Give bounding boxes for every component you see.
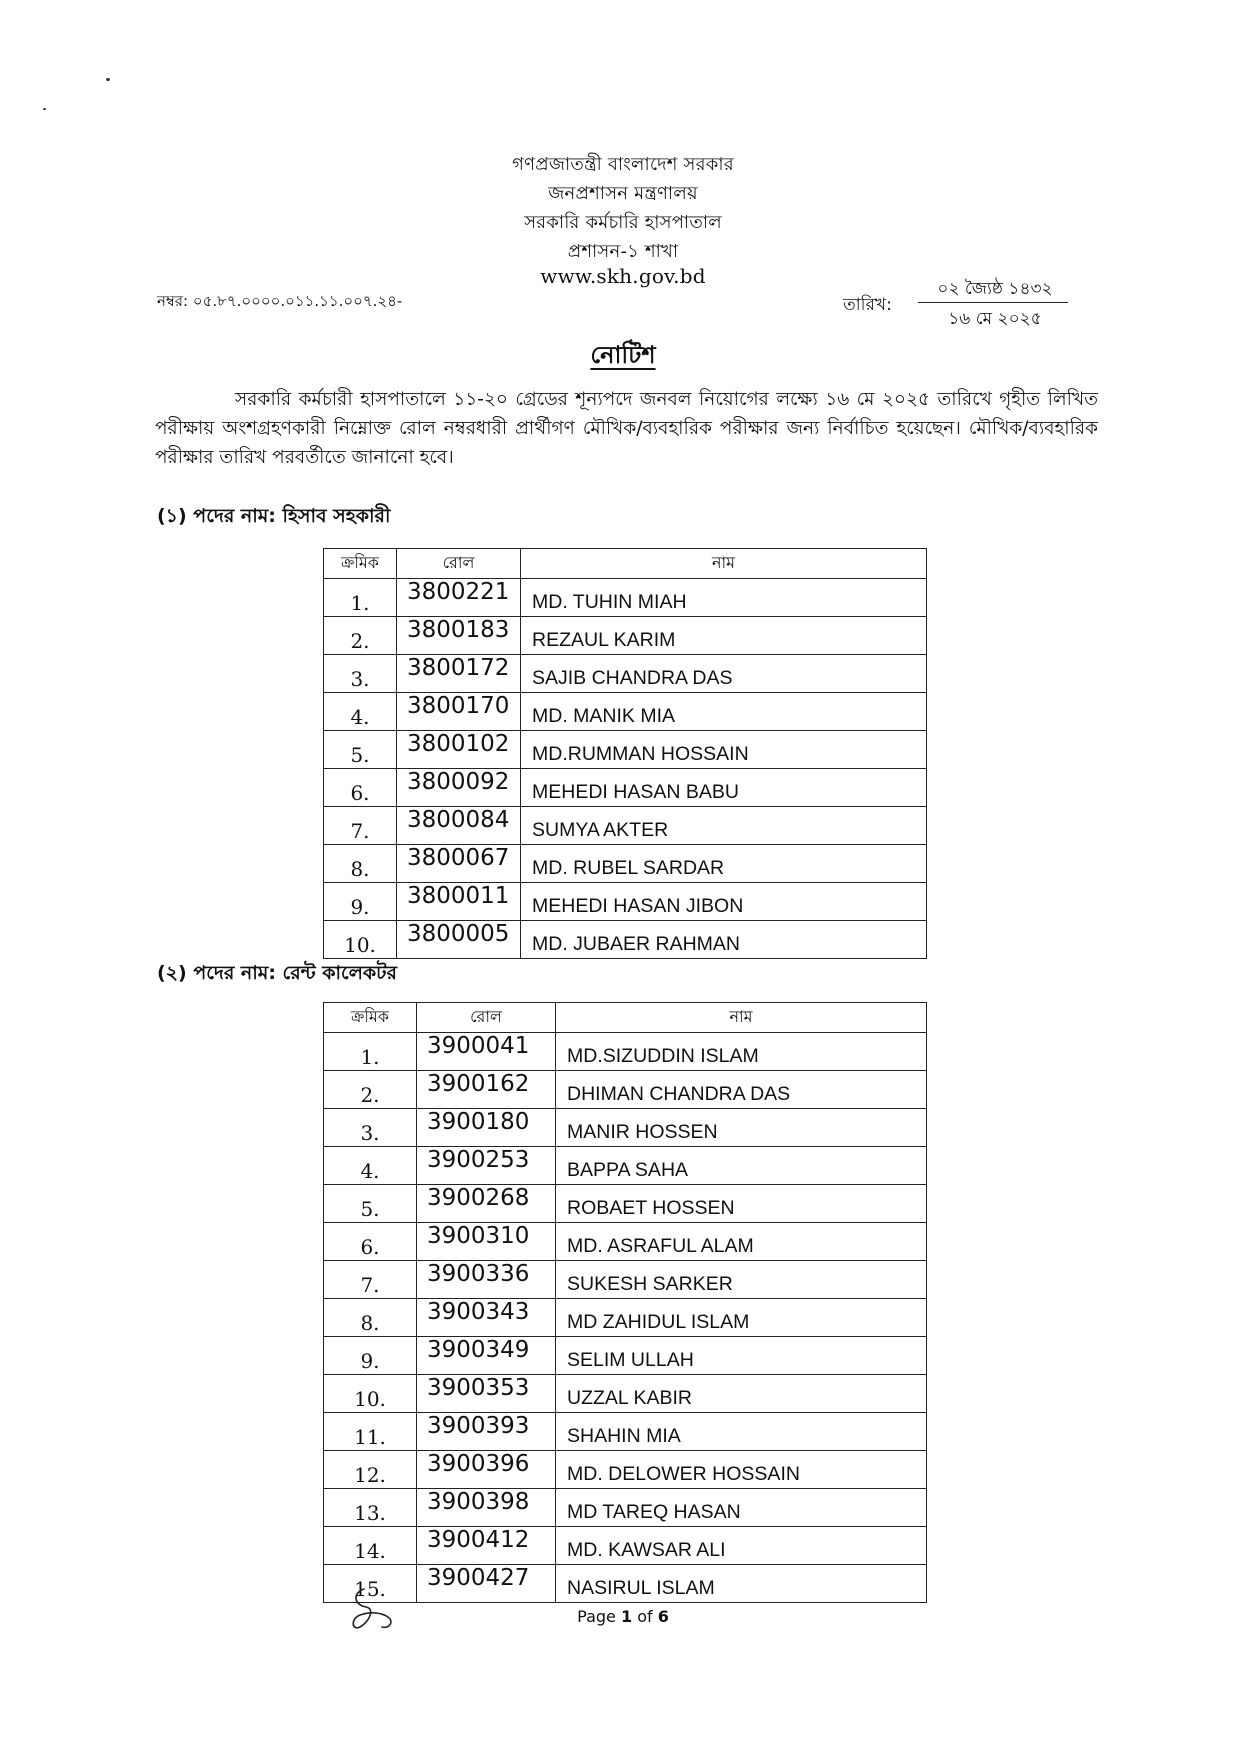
serial-cell: 2.	[324, 617, 397, 655]
scan-speck	[43, 108, 46, 110]
serial-cell: 7.	[324, 807, 397, 845]
page-prefix: Page	[577, 1607, 616, 1626]
table-row	[324, 731, 927, 769]
serial-cell: 4.	[324, 693, 397, 731]
notice-paragraph: সরকারি কর্মচারী হাসপাতালে ১১-২০ গ্রেডের শূন্যপদে জনবল নিয়োগের লক্ষ্যে ১৬ মে ২০২৫ তারিখে গৃহীত লিখিত পরীক্ষায় অংশগ্রহণকারী নিম্নোক্ত রোল নম্বরধারী প্রার্থীগণ মৌখিক/ব্যবহারিক পরীক্ষার জন্য নির্বাচিত হয়েছেন। মৌখিক/ব্যবহারিক পরীক্ষার তারিখ পরবর্তীতে জানানো হবে।	[155, 389, 1098, 468]
roll-number-cell: 3900343	[417, 1299, 556, 1337]
candidate-name-cell: MANIR HOSSEN	[556, 1109, 927, 1147]
column-header-serial: ক্রমিক	[324, 549, 397, 579]
roll-number-cell: 3900041	[417, 1033, 556, 1071]
table-header-row	[324, 1003, 927, 1033]
serial-cell: 12.	[324, 1451, 417, 1489]
candidate-name-cell: DHIMAN CHANDRA DAS	[556, 1071, 927, 1109]
serial-cell: 10.	[324, 1375, 417, 1413]
table-row	[324, 1185, 927, 1223]
roll-number-cell: 3900427	[417, 1565, 556, 1603]
roll-number-cell: 3800005	[397, 921, 521, 959]
roll-number-cell: 3900412	[417, 1527, 556, 1565]
roll-number-cell: 3900162	[417, 1071, 556, 1109]
page-of: of	[637, 1607, 653, 1626]
table-row	[324, 1261, 927, 1299]
candidate-name-cell: MD TAREQ HASAN	[556, 1489, 927, 1527]
candidate-name-cell: REZAUL KARIM	[521, 617, 927, 655]
candidate-name-cell: MD. KAWSAR ALI	[556, 1527, 927, 1565]
roll-number-cell: 3900398	[417, 1489, 556, 1527]
roll-number-cell: 3900253	[417, 1147, 556, 1185]
candidate-name-cell: MD. RUBEL SARDAR	[521, 845, 927, 883]
roll-number-cell: 3800092	[397, 769, 521, 807]
serial-cell: 7.	[324, 1261, 417, 1299]
roll-number-cell: 3900353	[417, 1375, 556, 1413]
serial-cell: 8.	[324, 1299, 417, 1337]
candidate-name-cell: MD. ASRAFUL ALAM	[556, 1223, 927, 1261]
candidate-name-cell: SUMYA AKTER	[521, 807, 927, 845]
serial-cell: 3.	[324, 655, 397, 693]
date-bangla-calendar: ০২ জ্যৈষ্ঠ ১৪৩২	[937, 279, 1053, 299]
candidate-name-cell: BAPPA SAHA	[556, 1147, 927, 1185]
serial-cell: 11.	[324, 1413, 417, 1451]
table-row	[324, 1223, 927, 1261]
serial-cell: 10.	[324, 921, 397, 959]
candidate-name-cell: MEHEDI HASAN JIBON	[521, 883, 927, 921]
column-header-roll: রোল	[397, 549, 521, 579]
column-header-serial: ক্রমিক	[324, 1003, 417, 1033]
candidate-name-cell: SUKESH SARKER	[556, 1261, 927, 1299]
candidate-name-cell: SELIM ULLAH	[556, 1337, 927, 1375]
table-row	[324, 921, 927, 959]
serial-cell: 4.	[324, 1147, 417, 1185]
serial-cell: 2.	[324, 1071, 417, 1109]
table-row	[324, 655, 927, 693]
memo-number: নম্বর: ০৫.৮৭.০০০০.০১১.১১.০০৭.২৪-	[157, 292, 403, 310]
table-row	[324, 693, 927, 731]
serial-cell: 13.	[324, 1489, 417, 1527]
roll-number-cell: 3900180	[417, 1109, 556, 1147]
page-indicator	[0, 1607, 1246, 1626]
candidate-name-cell: MEHEDI HASAN BABU	[521, 769, 927, 807]
page-current: 1	[620, 1607, 633, 1626]
date-divider	[918, 302, 1068, 303]
serial-cell: 5.	[324, 1185, 417, 1223]
roll-number-cell: 3800102	[397, 731, 521, 769]
table-row	[324, 1413, 927, 1451]
candidate-name-cell: MD. JUBAER RAHMAN	[521, 921, 927, 959]
hospital-name: সরকারি কর্মচারি হাসপাতাল	[524, 212, 722, 233]
candidate-name-cell: MD. TUHIN MIAH	[521, 579, 927, 617]
table-row	[324, 1299, 927, 1337]
candidate-name-cell: MD.RUMMAN HOSSAIN	[521, 731, 927, 769]
table-header-row	[324, 549, 927, 579]
table-row	[324, 579, 927, 617]
notice-title: নোটিশ	[590, 341, 656, 369]
roll-number-cell: 3800170	[397, 693, 521, 731]
serial-cell: 15.	[324, 1565, 417, 1603]
serial-cell: 9.	[324, 1337, 417, 1375]
website-link[interactable]: www.skh.gov.bd	[540, 264, 706, 288]
date-english-calendar: ১৬ মে ২০২৫	[948, 309, 1042, 329]
roll-number-cell: 3900349	[417, 1337, 556, 1375]
government-name: গণপ্রজাতন্ত্রী বাংলাদেশ সরকার	[512, 154, 734, 175]
roll-number-cell: 3800221	[397, 579, 521, 617]
serial-cell: 6.	[324, 769, 397, 807]
roll-number-cell: 3800172	[397, 655, 521, 693]
column-header-name: নাম	[556, 1003, 927, 1033]
roll-number-cell: 3900268	[417, 1185, 556, 1223]
table-row	[324, 1337, 927, 1375]
serial-cell: 1.	[324, 579, 397, 617]
serial-cell: 5.	[324, 731, 397, 769]
roll-number-cell: 3900396	[417, 1451, 556, 1489]
table-row	[324, 807, 927, 845]
table-row	[324, 883, 927, 921]
roll-number-cell: 3800067	[397, 845, 521, 883]
serial-cell: 14.	[324, 1527, 417, 1565]
roll-number-cell: 3800183	[397, 617, 521, 655]
serial-cell: 3.	[324, 1109, 417, 1147]
table-row	[324, 1489, 927, 1527]
roll-number-cell: 3900393	[417, 1413, 556, 1451]
serial-cell: 9.	[324, 883, 397, 921]
candidate-name-cell: MD. DELOWER HOSSAIN	[556, 1451, 927, 1489]
table-row	[324, 1109, 927, 1147]
page-total: 6	[657, 1607, 669, 1626]
candidate-name-cell: MD ZAHIDUL ISLAM	[556, 1299, 927, 1337]
date-label: তারিখ:	[843, 295, 892, 315]
table-row	[324, 617, 927, 655]
serial-cell: 6.	[324, 1223, 417, 1261]
results-table-accounts-assistant	[323, 548, 927, 959]
notice-body	[155, 385, 1098, 472]
candidate-name-cell: NASIRUL ISLAM	[556, 1565, 927, 1603]
candidate-name-cell: ROBAET HOSSEN	[556, 1185, 927, 1223]
ministry-name: জনপ্রশাসন মন্ত্রণালয়	[548, 183, 698, 204]
column-header-roll: রোল	[417, 1003, 556, 1033]
table-row	[324, 769, 927, 807]
section-2-title: (২) পদের নাম: রেন্ট কালেকটর	[157, 962, 397, 984]
table-row	[324, 1527, 927, 1565]
candidate-name-cell: UZZAL KABIR	[556, 1375, 927, 1413]
candidate-name-cell: MD. MANIK MIA	[521, 693, 927, 731]
serial-cell: 1.	[324, 1033, 417, 1071]
column-header-name: নাম	[521, 549, 927, 579]
roll-number-cell: 3800084	[397, 807, 521, 845]
table-row	[324, 1147, 927, 1185]
branch-name: প্রশাসন-১ শাখা	[567, 241, 679, 262]
table-row	[324, 1033, 927, 1071]
roll-number-cell: 3800011	[397, 883, 521, 921]
table-row	[324, 1451, 927, 1489]
scan-speck	[106, 78, 110, 81]
candidate-name-cell: SHAHIN MIA	[556, 1413, 927, 1451]
table-row	[324, 1565, 927, 1603]
candidate-name-cell: MD.SIZUDDIN ISLAM	[556, 1033, 927, 1071]
table-row	[324, 1375, 927, 1413]
roll-number-cell: 3900336	[417, 1261, 556, 1299]
table-row	[324, 1071, 927, 1109]
results-table-rent-collector	[323, 1002, 927, 1603]
section-1-title: (১) পদের নাম: হিসাব সহকারী	[157, 505, 391, 527]
serial-cell: 8.	[324, 845, 397, 883]
candidate-name-cell: SAJIB CHANDRA DAS	[521, 655, 927, 693]
table-row	[324, 845, 927, 883]
roll-number-cell: 3900310	[417, 1223, 556, 1261]
